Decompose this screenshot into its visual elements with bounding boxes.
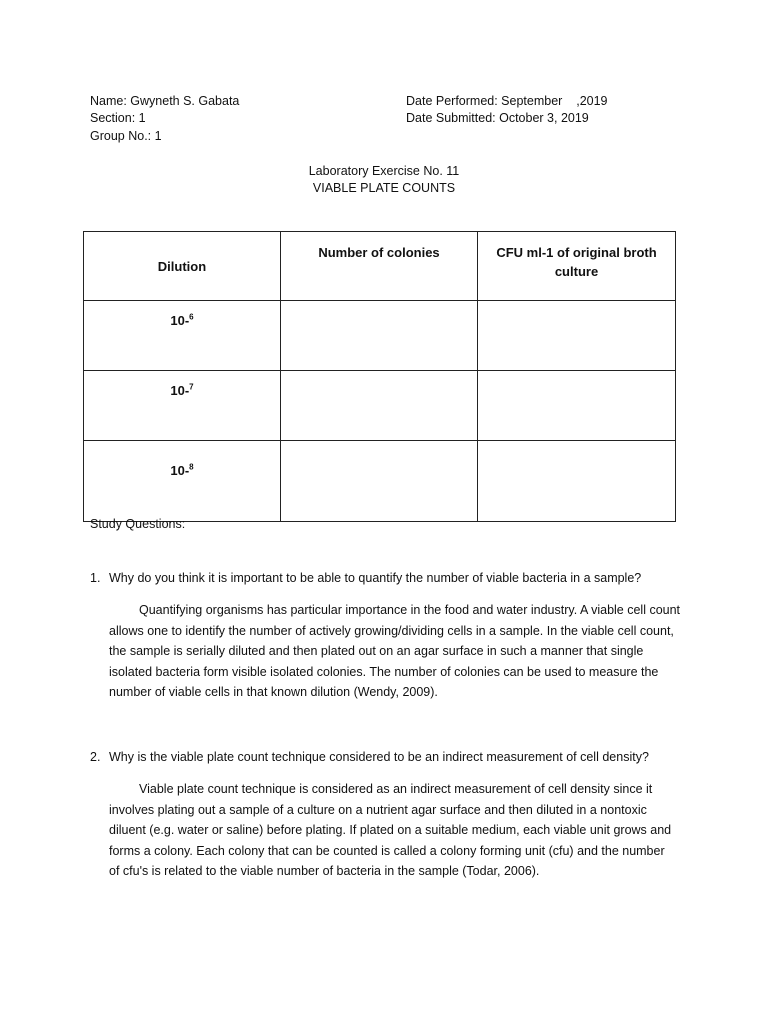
cfu-cell	[478, 301, 676, 371]
colonies-cell	[281, 301, 478, 371]
table-row	[84, 371, 676, 441]
question-number: 1.	[90, 571, 101, 585]
student-name: Name: Gwyneth S. Gabata	[90, 94, 240, 108]
header-colonies: Number of colonies	[281, 232, 478, 301]
colonies-cell	[281, 441, 478, 522]
plate-count-table	[83, 231, 676, 522]
question-number: 2.	[90, 750, 101, 764]
answer-text: Quantifying organisms has particular importance in the food and water industry. A viable cell count allows one to identify the number of actively growing/dividing cells in a sample. In the viable cell count, the sample is serially diluted and then plated out on an agar surface in such a manner that single isolated bacteria form visible isolated colonies. The number of colonies can be used to measure the number of viable cells in that known dilution (Wendy, 2009).	[109, 603, 681, 699]
header-dilution: Dilution	[84, 232, 281, 301]
question-text: Why is the viable plate count technique considered to be an indirect measurement of cell density?	[109, 750, 649, 764]
table-header-row	[84, 232, 676, 301]
section: Section: 1	[90, 111, 146, 125]
answer-text: Viable plate count technique is considered as an indirect measurement of cell density since it involves plating out a sample of a culture on a nutrient agar surface and then diluted in a nontoxic diluent (e.g. water or saline) before plating. If plated on a suitable medium, each viable unit grows and forms a colony. Each colony that can be counted is called a colony forming unit (cfu) and the number of cfu's is related to the viable number of bacteria in the sample (Todar, 2006).	[109, 782, 672, 878]
exercise-title: Laboratory Exercise No. 11	[308, 164, 460, 178]
table-row	[84, 441, 676, 522]
dilution-cell: 10-$^8$	[84, 441, 281, 522]
cfu-cell	[478, 441, 676, 522]
colonies-cell	[281, 371, 478, 441]
date-performed: Date Performed: September ,2019	[406, 94, 608, 108]
dilution-cell: 10-$^7$	[84, 371, 281, 441]
question-text: Why do you think it is important to be able to quantify the number of viable bacteria in a sample?	[109, 571, 642, 585]
answer-paragraph	[109, 779, 675, 882]
header-cfu: CFU ml-1 of original broth culture	[478, 232, 676, 301]
dilution-cell: 10-$^6$	[84, 301, 281, 371]
answer-paragraph	[109, 600, 681, 703]
date-submitted: Date Submitted: October 3, 2019	[406, 111, 589, 125]
exercise-subtitle: VIABLE PLATE COUNTS	[312, 181, 456, 195]
table-row	[84, 301, 676, 371]
cfu-cell	[478, 371, 676, 441]
group-number: Group No.: 1	[90, 129, 162, 143]
study-questions-heading: Study Questions:	[90, 517, 186, 531]
